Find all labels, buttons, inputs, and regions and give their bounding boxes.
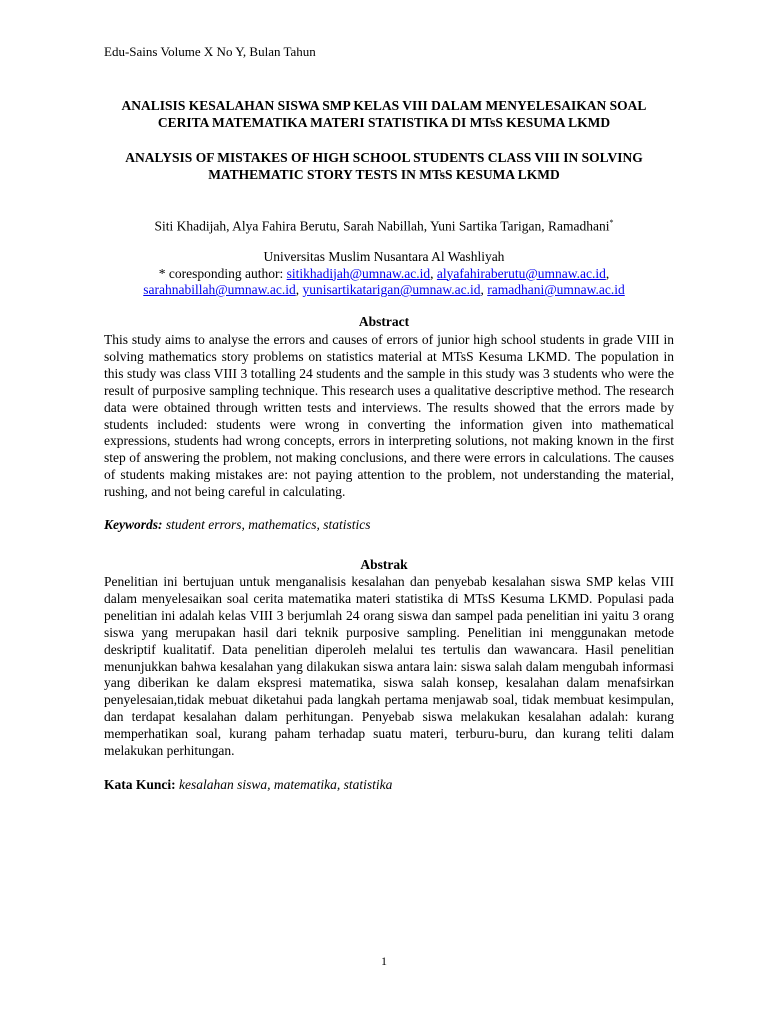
title-indonesian: ANALISIS KESALAHAN SISWA SMP KELAS VIII DALAM MENYELESAIKAN SOAL CERITA MATEMATIKA MATERI STATISTIKA DI MTsS KESUMA LKMD bbox=[121, 98, 647, 130]
corresponding-mark: * bbox=[609, 218, 614, 227]
email-link-2[interactable]: alyafahiraberutu@umnaw.ac.id bbox=[436, 265, 606, 281]
keywords-line bbox=[104, 517, 674, 533]
page-number: 1 bbox=[381, 954, 387, 968]
kata-kunci-values: kesalahan siswa, matematika, statistika bbox=[179, 777, 393, 792]
keywords-label: Keywords: bbox=[104, 517, 163, 532]
keywords-values: student errors, mathematics, statistics bbox=[165, 517, 371, 532]
corresponding-line: * coresponding author: sitikhadijah@umnaw.ac.id, alyafahiraberutu@umnaw.ac.id, bbox=[158, 265, 610, 281]
title-english: ANALYSIS OF MISTAKES OF HIGH SCHOOL STUDENTS CLASS VIII IN SOLVING MATHEMATIC STORY TESTS IN MTsS KESUMA LKMD bbox=[125, 150, 643, 182]
affiliation: Universitas Muslim Nusantara Al Washliyah bbox=[263, 249, 505, 264]
abstract-text: This study aims to analyse the errors and causes of errors of junior high school students in grade VIII in solving mathematics story problems on statistics material at MTsS Kesuma LKMD. The population in this study was class VIII 3 totalling 24 students and the sample in this study was 3 students who were the result of purposive sampling technique. This research uses a qualitative descriptive method. The research data were obtained through written tests and interviews. The results showed that the errors made by students included: students were wrong in converting the information given into mathematical expressions, students had wrong concepts, errors in interpreting solutions, not making known in the first step of answering the problem, not making conclusions, and there were errors in calculations. The causes of students making mistakes are: not paying attention to the problem, not understanding the material, rushing, and not being careful in calculating. bbox=[104, 332, 674, 500]
email-link-4[interactable]: yunisartikatarigan@umnaw.ac.id bbox=[302, 282, 481, 297]
email-line-2: sarahnabillah@umnaw.ac.id, yunisartikatarigan@umnaw.ac.id, ramadhani@umnaw.ac.id bbox=[143, 282, 625, 297]
author-list bbox=[100, 218, 668, 235]
abstrak-text: Penelitian ini bertujuan untuk menganalisis kesalahan dan penyebab kesalahan siswa SMP kelas VIII dalam menyelesaikan soal cerita matematika materi statistika di MTsS Kesuma LKMD. Populasi pada penelitian ini adalah kelas VIII 3 berjumlah 24 orang siswa dan sampel pada penelitian ini yaitu 3 orang siswa yang merupakan hasil dari teknik purposive sampling. Penelitian ini menggunakan metode deskriptif kualitatif. Data penelitian diperoleh melalui tes tertulis dan wawancara. Hasil penelitian menunjukkan bahwa kesalahan yang dilakukan siswa antara lain: siswa salah dalam mengubah informasi yang diberikan ke dalam ekspresi matematika, siswa salah konsep, kesalahan dalam menafsirkan penyelesaian,tidak mebuat diketahui pada langkah pertama menjawab soal, tidak membuat kesimpulan, dan terdapat kesalahan dalam perhitungan. Penyebab siswa melakukan kesalahan adalah: kurang memperhatikan soal, kurang paham terhadap suatu materi, terburu-buru, dan kurang teliti dalam melakukan perhitungan. bbox=[104, 574, 674, 759]
running-head: Edu-Sains Volume X No Y, Bulan Tahun bbox=[104, 44, 316, 59]
kata-kunci-line bbox=[104, 777, 674, 793]
affiliation-block bbox=[100, 249, 668, 299]
kata-kunci-label: Kata Kunci: bbox=[104, 777, 176, 792]
email-link-1[interactable]: sitikhadijah@umnaw.ac.id bbox=[286, 265, 431, 281]
email-link-5[interactable]: ramadhani@umnaw.ac.id bbox=[487, 282, 625, 297]
abstrak-heading: Abstrak bbox=[360, 557, 408, 572]
title-block bbox=[100, 97, 668, 183]
email-link-3[interactable]: sarahnabillah@umnaw.ac.id bbox=[143, 282, 296, 297]
abstract-heading: Abstract bbox=[358, 314, 410, 329]
corresponding-label: * coresponding author: bbox=[158, 265, 284, 281]
authors-names: Siti Khadijah, Alya Fahira Berutu, Sarah Nabillah, Yuni Sartika Tarigan, Ramadhani bbox=[154, 218, 610, 234]
